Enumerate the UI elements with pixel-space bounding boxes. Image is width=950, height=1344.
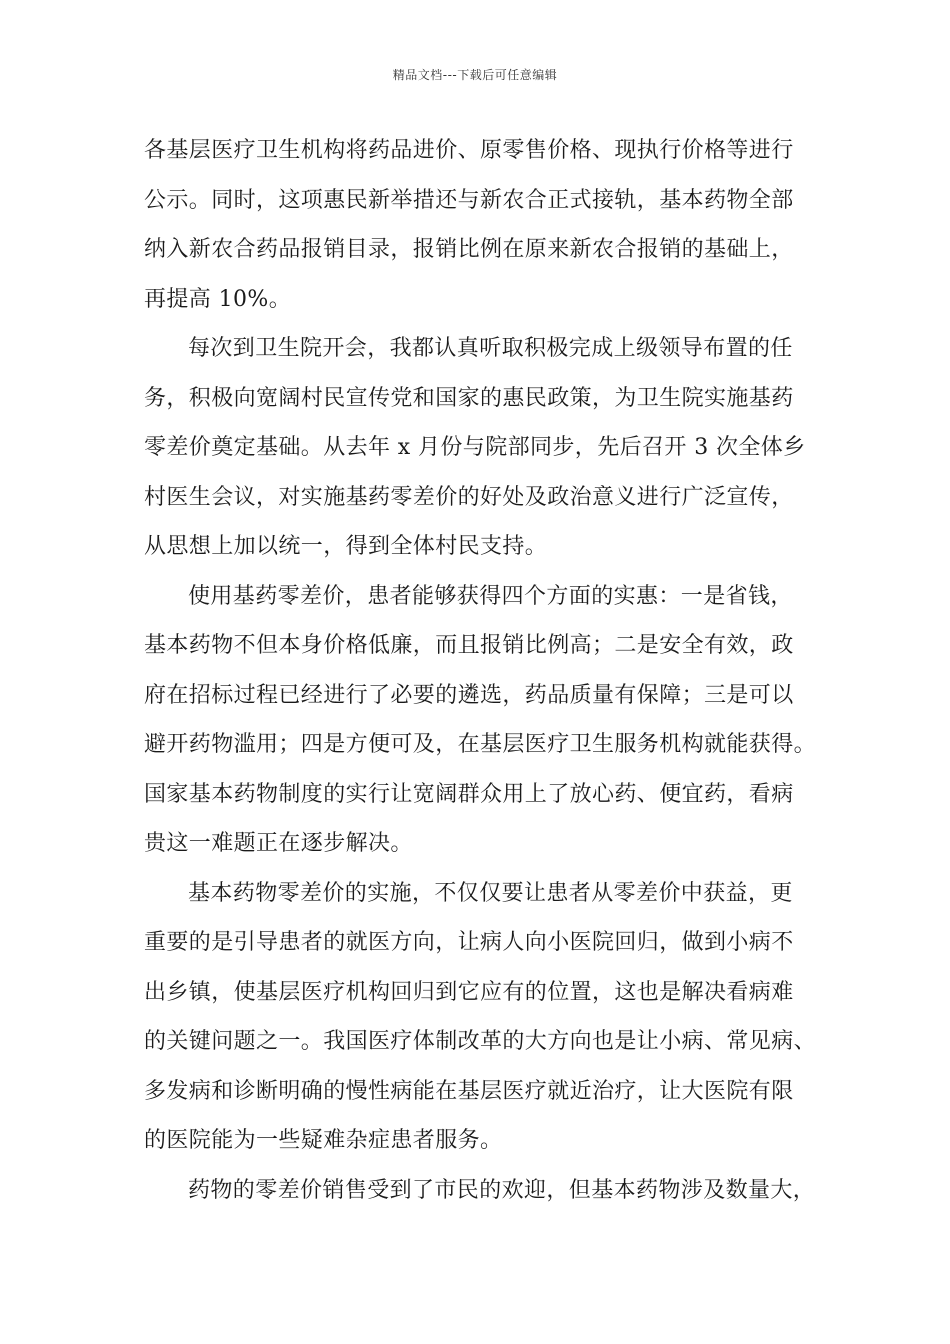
text-line: 务，积极向宽阔村民宣传党和国家的惠民政策，为卫生院实施基药 bbox=[144, 385, 794, 411]
text-line: 村医生会议，对实施基药零差价的好处及政治意义进行广泛宣传， bbox=[144, 484, 794, 510]
text-line: 的医院能为一些疑难杂症患者服务。 bbox=[144, 1128, 503, 1153]
text-line: 的关键问题之一。我国医疗体制改革的大方向也是让小病、常见病、 bbox=[144, 1029, 817, 1054]
paragraph-first-line: 每次到卫生院开会，我都认真听取积极完成上级领导布置的任 bbox=[188, 336, 793, 361]
text-line: 公示。同时，这项惠民新举措还与新农合正式接轨，基本药物全部 bbox=[144, 187, 794, 213]
paragraph-first-line: 药物的零差价销售受到了市民的欢迎，但基本药物涉及数量大， bbox=[188, 1177, 816, 1203]
paragraph-first-line: 基本药物零差价的实施，不仅仅要让患者从零差价中获益，更 bbox=[188, 880, 793, 906]
text-line: 纳入新农合药品报销目录，报销比例在原来新农合报销的基础上， bbox=[144, 237, 794, 262]
text-line: 重要的是引导患者的就医方向，让病人向小医院回归，做到小病不 bbox=[144, 930, 794, 955]
text-line: 府在招标过程已经进行了必要的遴选，药品质量有保障；三是可以 bbox=[144, 682, 794, 708]
text-line: 再提高 10%。 bbox=[144, 286, 292, 312]
text-line: 国家基本药物制度的实行让宽阔群众用上了放心药、便宜药，看病 bbox=[144, 781, 794, 807]
paragraph-first-line: 使用基药零差价，患者能够获得四个方面的实惠：一是省钱， bbox=[188, 583, 793, 609]
text-line: 避开药物滥用；四是方便可及，在基层医疗卫生服务机构就能获得。 bbox=[144, 732, 817, 757]
text-line: 基本药物不但本身价格低廉，而且报销比例高；二是安全有效，政 bbox=[144, 633, 794, 658]
text-line: 贵这一难题正在逐步解决。 bbox=[144, 831, 413, 856]
text-line: 从思想上加以统一，得到全体村民支持。 bbox=[144, 534, 548, 559]
text-line: 各基层医疗卫生机构将药品进价、原零售价格、现执行价格等进行 bbox=[144, 138, 794, 163]
document-body bbox=[144, 126, 824, 1215]
page-header: 精品文档---下载后可任意编辑 bbox=[392, 68, 558, 82]
text-line: 出乡镇，使基层医疗机构回归到它应有的位置，这也是解决看病难 bbox=[144, 979, 794, 1005]
text-line: 零差价奠定基础。从去年 x 月份与院部同步，先后召开 3 次全体乡 bbox=[144, 435, 806, 460]
text-line: 多发病和诊断明确的慢性病能在基层医疗就近治疗，让大医院有限 bbox=[144, 1078, 794, 1104]
